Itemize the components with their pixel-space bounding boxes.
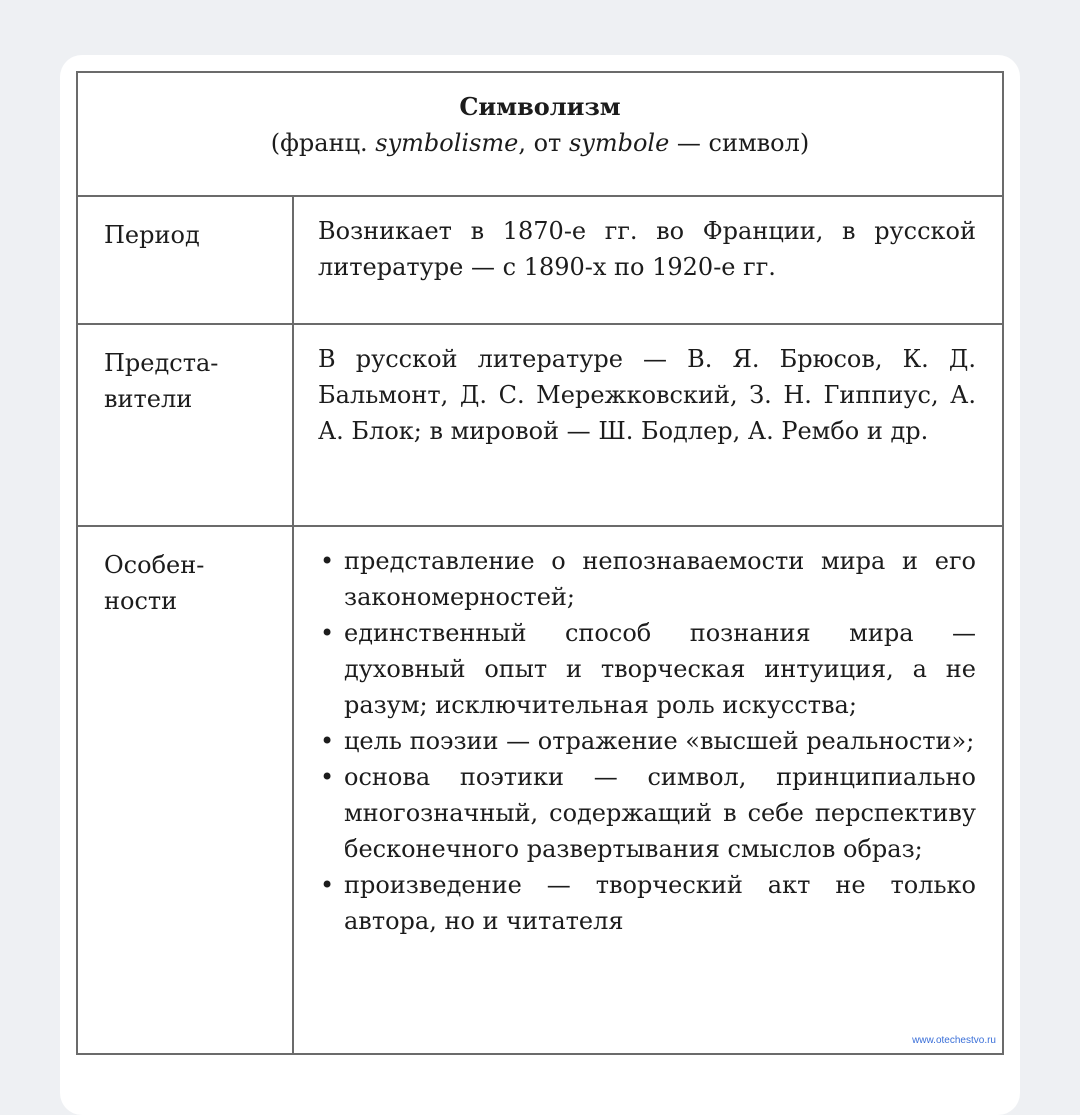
list-item xyxy=(318,759,976,867)
row-features-cell xyxy=(293,526,1003,1054)
list-item-text: произведение — творческий акт не только автора, но и читателя xyxy=(344,871,976,935)
row-label-period xyxy=(77,196,293,324)
table-subtitle xyxy=(88,125,992,161)
row-text-period: Возникает в 1870-е гг. во Франции, в русской литературе — с 1890-х по 1920-е гг. xyxy=(293,196,1003,324)
row-label-representatives xyxy=(77,324,293,526)
table-header-cell xyxy=(77,72,1003,196)
list-item xyxy=(318,867,976,939)
subtitle-term-symbolisme: symbolisme xyxy=(375,129,519,157)
list-item-text: основа поэтики — символ, принципиально многозначный, содержащий в себе перспективу бесконечного развертывания смыслов образ; xyxy=(344,763,976,863)
bullet-icon: • xyxy=(320,727,335,755)
subtitle-term-symbole: symbole xyxy=(568,129,670,157)
bullet-icon: • xyxy=(320,547,335,575)
table-title: Символизм xyxy=(459,92,621,121)
subtitle-suffix: — символ) xyxy=(669,129,810,157)
row-label-line: вители xyxy=(104,385,193,413)
table-row-features xyxy=(77,526,1003,1054)
list-item xyxy=(318,723,976,759)
row-label-line: Особен- xyxy=(104,551,205,579)
symbolism-table xyxy=(76,71,1004,1055)
list-item-text: единственный способ познания мира — духовный опыт и творческая интуиция, а не разум; исключительная роль искусства; xyxy=(344,619,976,719)
list-item xyxy=(318,615,976,723)
row-label-features xyxy=(77,526,293,1054)
row-text-representatives: В русской литературе — В. Я. Брюсов, К. Д. Бальмонт, Д. С. Мережковский, З. Н. Гиппиус, А. А. Блок; в мировой — Ш. Бодлер, А. Рембо и др. xyxy=(293,324,1003,526)
bullet-icon: • xyxy=(320,763,335,791)
row-label-line: ности xyxy=(104,587,178,615)
list-item xyxy=(318,543,976,615)
features-list xyxy=(318,543,976,939)
list-item-text: представление о непознаваемости мира и его закономерностей; xyxy=(344,547,976,611)
watermark-link: www.otechestvo.ru xyxy=(912,1035,996,1046)
subtitle-middle: , от xyxy=(518,129,569,157)
table-row-period xyxy=(77,196,1003,324)
list-item-text: цель поэзии — отражение «высшей реальности»; xyxy=(344,727,975,755)
bullet-icon: • xyxy=(320,871,335,899)
row-label-line: Период xyxy=(104,221,200,249)
subtitle-prefix: (франц. xyxy=(270,129,376,157)
table-row-representatives xyxy=(77,324,1003,526)
row-label-line: Предста- xyxy=(104,349,219,377)
bullet-icon: • xyxy=(320,619,335,647)
